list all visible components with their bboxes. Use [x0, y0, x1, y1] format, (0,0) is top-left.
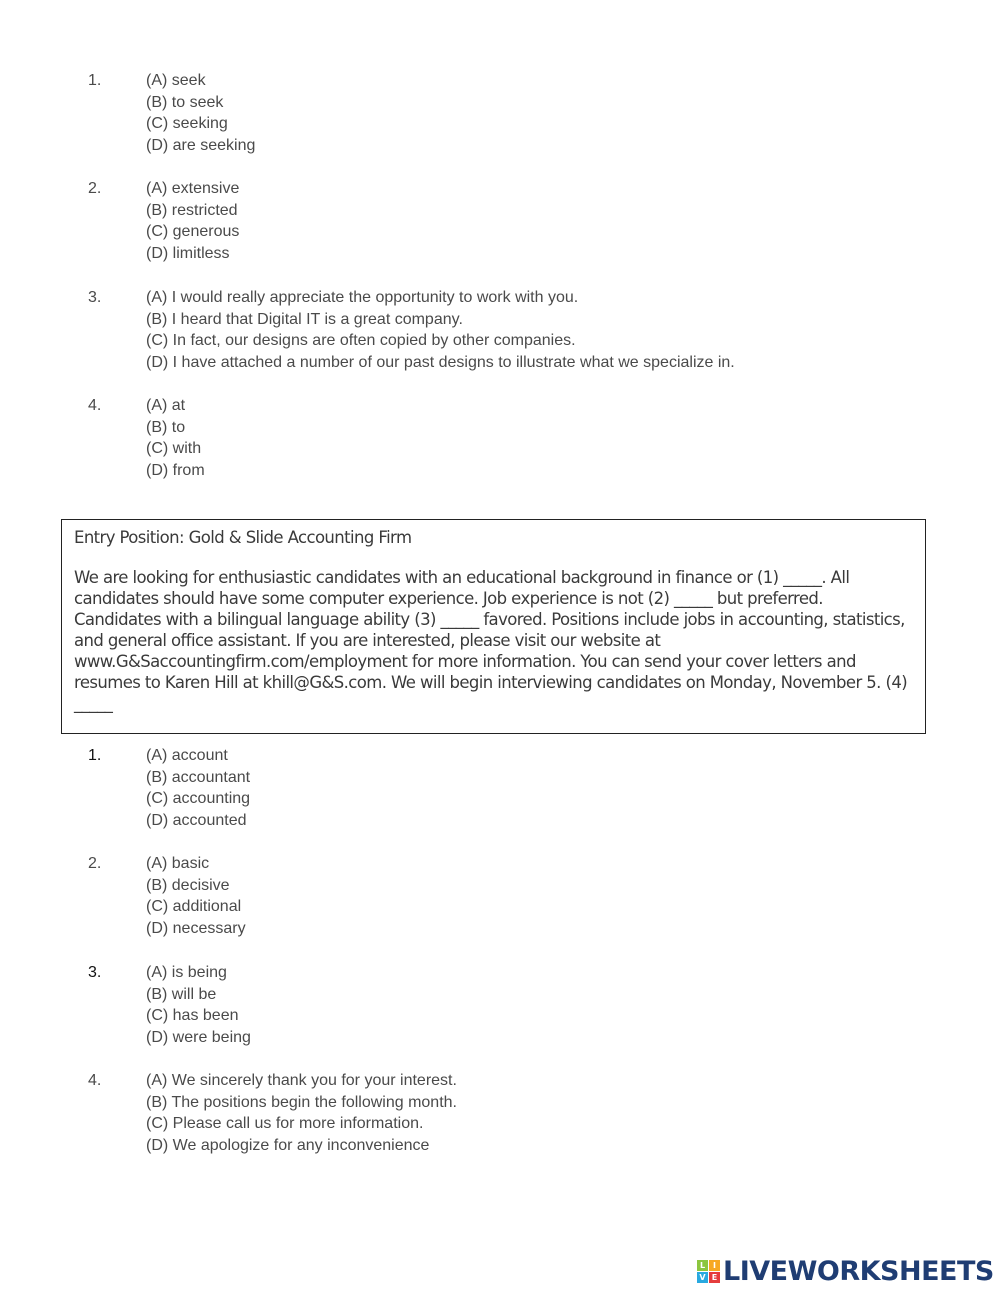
- option-item[interactable]: (C) accounting: [146, 790, 251, 808]
- option-item[interactable]: (A) I would really appreciate the opportunity to work with you.: [146, 289, 579, 306]
- option-item[interactable]: (D) accounted: [146, 812, 247, 830]
- option-item[interactable]: (D) from: [146, 462, 205, 480]
- options-list: [146, 395, 205, 482]
- option-item[interactable]: (B) decisive: [146, 876, 230, 894]
- option-item[interactable]: (D) We apologize for any inconvenience: [146, 1137, 430, 1155]
- liveworksheets-logo: [697, 1256, 994, 1287]
- option-item[interactable]: (B) accountant: [146, 768, 251, 786]
- option-item[interactable]: (C) generous: [146, 223, 240, 241]
- options-list: [146, 745, 250, 832]
- question-number: 2.: [88, 180, 102, 197]
- option-item[interactable]: (B) to: [146, 418, 186, 436]
- option-item[interactable]: (A) is being: [146, 964, 227, 981]
- option-item[interactable]: (B) I heard that Digital IT is a great company.: [146, 310, 463, 328]
- logo-block: I: [709, 1260, 720, 1271]
- options-list: [146, 1070, 457, 1157]
- option-item[interactable]: (C) Please call us for more information.: [146, 1115, 424, 1133]
- option-item[interactable]: (B) to seek: [146, 93, 224, 111]
- option-item[interactable]: (B) will be: [146, 985, 217, 1003]
- passage-box: [61, 519, 926, 734]
- options-list: [146, 853, 246, 940]
- option-item[interactable]: (C) In fact, our designs are often copied by other companies.: [146, 332, 576, 350]
- option-item[interactable]: (C) seeking: [146, 115, 228, 133]
- question-number: 1.: [88, 747, 102, 764]
- options-list: [146, 287, 735, 374]
- option-item[interactable]: (D) I have attached a number of our past designs to illustrate what we specialize in.: [146, 354, 735, 372]
- option-item[interactable]: (B) The positions begin the following month.: [146, 1093, 457, 1111]
- options-list: [146, 70, 255, 157]
- question-number: 2.: [88, 855, 102, 872]
- question-number: 3.: [88, 289, 102, 306]
- option-item[interactable]: (A) extensive: [146, 180, 240, 197]
- option-item[interactable]: (D) are seeking: [146, 137, 256, 155]
- options-list: [146, 962, 251, 1049]
- options-list: [146, 178, 239, 265]
- option-item[interactable]: (B) restricted: [146, 201, 238, 219]
- question-number: 1.: [88, 72, 102, 89]
- option-item[interactable]: (A) seek: [146, 72, 206, 89]
- passage-body: We are looking for enthusiastic candidates with an educational background in finance or (1) _____. All candidates should have some computer experience. Job experience is not (2) _____ but preferred. Candidates with a bilingual language ability (3) _____ favored. Positions include jobs in accounting, statistics, and general office assistant. If you are interested, please visit our website at www.G&Saccountingfirm.com/employment for more information. You can send your cover letters and resumes to Karen Hill at khill@G&S.com. We will begin interviewing candidates on Monday, November 5. (4) _____: [74, 568, 908, 713]
- passage-title: Entry Position: Gold & Slide Accounting Firm: [74, 528, 412, 547]
- question-number: 4.: [88, 397, 102, 414]
- option-item[interactable]: (C) with: [146, 440, 202, 458]
- option-item[interactable]: (C) additional: [146, 898, 242, 916]
- option-item[interactable]: (A) account: [146, 747, 228, 764]
- option-item[interactable]: (C) has been: [146, 1007, 239, 1025]
- option-item[interactable]: (D) limitless: [146, 245, 230, 263]
- option-item[interactable]: (A) We sincerely thank you for your interest.: [146, 1072, 457, 1089]
- option-item[interactable]: (D) necessary: [146, 920, 246, 938]
- logo-blocks-icon: [697, 1260, 720, 1283]
- logo-block: L: [697, 1260, 708, 1271]
- question-number: 4.: [88, 1072, 102, 1089]
- logo-block: E: [709, 1272, 720, 1283]
- option-item[interactable]: (D) were being: [146, 1029, 251, 1047]
- logo-block: V: [697, 1272, 708, 1283]
- question-number: 3.: [88, 964, 102, 981]
- logo-text: LIVEWORKSHEETS: [723, 1256, 994, 1287]
- option-item[interactable]: (A) basic: [146, 855, 210, 872]
- option-item[interactable]: (A) at: [146, 397, 186, 414]
